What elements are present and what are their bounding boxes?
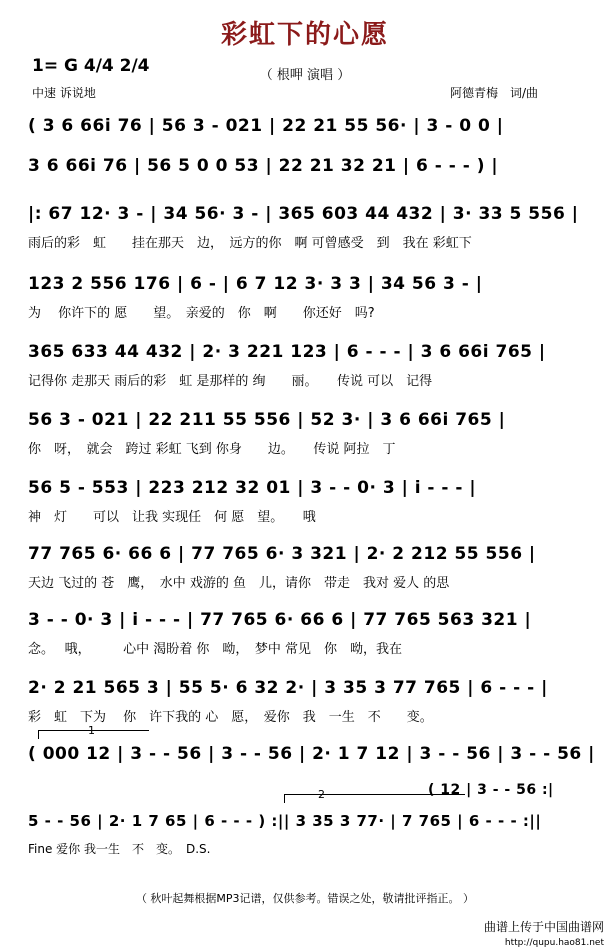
second-ending-label: 2	[318, 788, 325, 801]
notation-line-7: 56 5 - 553 | 223 212 32 01 | 3 - - 0· 3 | i - - - |	[28, 478, 477, 498]
lyric-line-6: 你 呀， 就会 跨过 彩虹 飞到 你身 边。 传说 阿拉 丁	[28, 442, 396, 457]
notation-line-2: 3 6 66i 76 | 56 5 0 0 53 | 22 21 32 21 | 6 - - - ) |	[28, 156, 499, 176]
lyric-line-4: 为 你许下的 愿 望。 亲爱的 你 啊 你还好 吗?	[28, 306, 375, 321]
composer-credit: 阿德青梅 词/曲	[450, 86, 539, 100]
notation-line-11: ( 000 12 | 3 - - 56 | 3 - - 56 | 2· 1 7 12 | 3 - - 56 | 3 - - 56 |	[28, 744, 595, 764]
lyric-line-3: 雨后的彩 虹 挂在那天 边， 远方的你 啊 可曾感受 到 我在 彩虹下	[28, 236, 472, 251]
notation-line-3: |: 67 12· 3 - | 34 56· 3 - | 365 603 44 432 | 3· 33 5 556 |	[28, 204, 579, 224]
tempo-marking: 中速 诉说地	[32, 86, 96, 100]
watermark-line-1: 曲谱上传于中国曲谱网	[483, 920, 604, 934]
notation-line-4: 123 2 556 176 | 6 - | 6 7 12 3· 3 3 | 34 56 3 - |	[28, 274, 483, 294]
key-signature: 1= G 4/4 2/4	[32, 56, 150, 76]
notation-line-1: ( 3 6 66i 76 | 56 3 - 021 | 22 21 55 56· | 3 - 0 0 |	[28, 116, 504, 136]
lyric-line-12: Fine 爱你 我一生 不 变。 D.S.	[28, 842, 211, 856]
footnote: （ 秋叶起舞根据MP3记谱，仅供参考。错误之处，敬请批评指正。 ）	[135, 892, 475, 905]
singer-credit: （ 根呷 演唱 ）	[259, 68, 351, 83]
lyric-line-8: 天边 飞过的 苍 鹰， 水中 戏游的 鱼 儿，请你 带走 我对 爱人 的思	[28, 576, 450, 591]
first-ending-label: 1	[88, 724, 95, 737]
lyric-line-7: 神 灯 可以 让我 实现任 何 愿 望。 哦	[28, 510, 316, 525]
lyric-line-9: 念。 哦， 心中 渴盼着 你 呦， 梦中 常见 你 呦，我在	[28, 642, 403, 657]
lyric-line-5: 记得你 走那天 雨后的彩 虹 是那样的 绚 丽。 传说 可以 记得	[28, 374, 433, 389]
notation-line-12: 5 - - 56 | 2· 1 7 65 | 6 - - - ) :|| 3 35 3 77· | 7 765 | 6 - - - :||	[28, 812, 542, 830]
notation-line-8: 77 765 6· 66 6 | 77 765 6· 3 321 | 2· 2 212 55 556 |	[28, 544, 536, 564]
notation-line-10: 2· 2 21 565 3 | 55 5· 6 32 2· | 3 35 3 77 765 | 6 - - - |	[28, 678, 548, 698]
notation-line-6: 56 3 - 021 | 22 211 55 556 | 52 3· | 3 6 66i 765 |	[28, 410, 506, 430]
notation-line-9: 3 - - 0· 3 | i - - - | 77 765 6· 66 6 | 77 765 563 321 |	[28, 610, 532, 630]
watermark-line-2: http://qupu.hao81.net	[504, 938, 604, 948]
lyric-line-10: 彩 虹 下为 你 许下我的 心 愿， 爱你 我 一生 不 变。	[28, 710, 433, 725]
score-body	[28, 110, 595, 870]
song-title: 彩虹下的心愿	[220, 20, 389, 50]
alt-ending-bar: ( 12 | 3 - - 56 :|	[428, 782, 554, 798]
notation-line-5: 365 633 44 432 | 2· 3 221 123 | 6 - - - | 3 6 66i 765 |	[28, 342, 546, 362]
